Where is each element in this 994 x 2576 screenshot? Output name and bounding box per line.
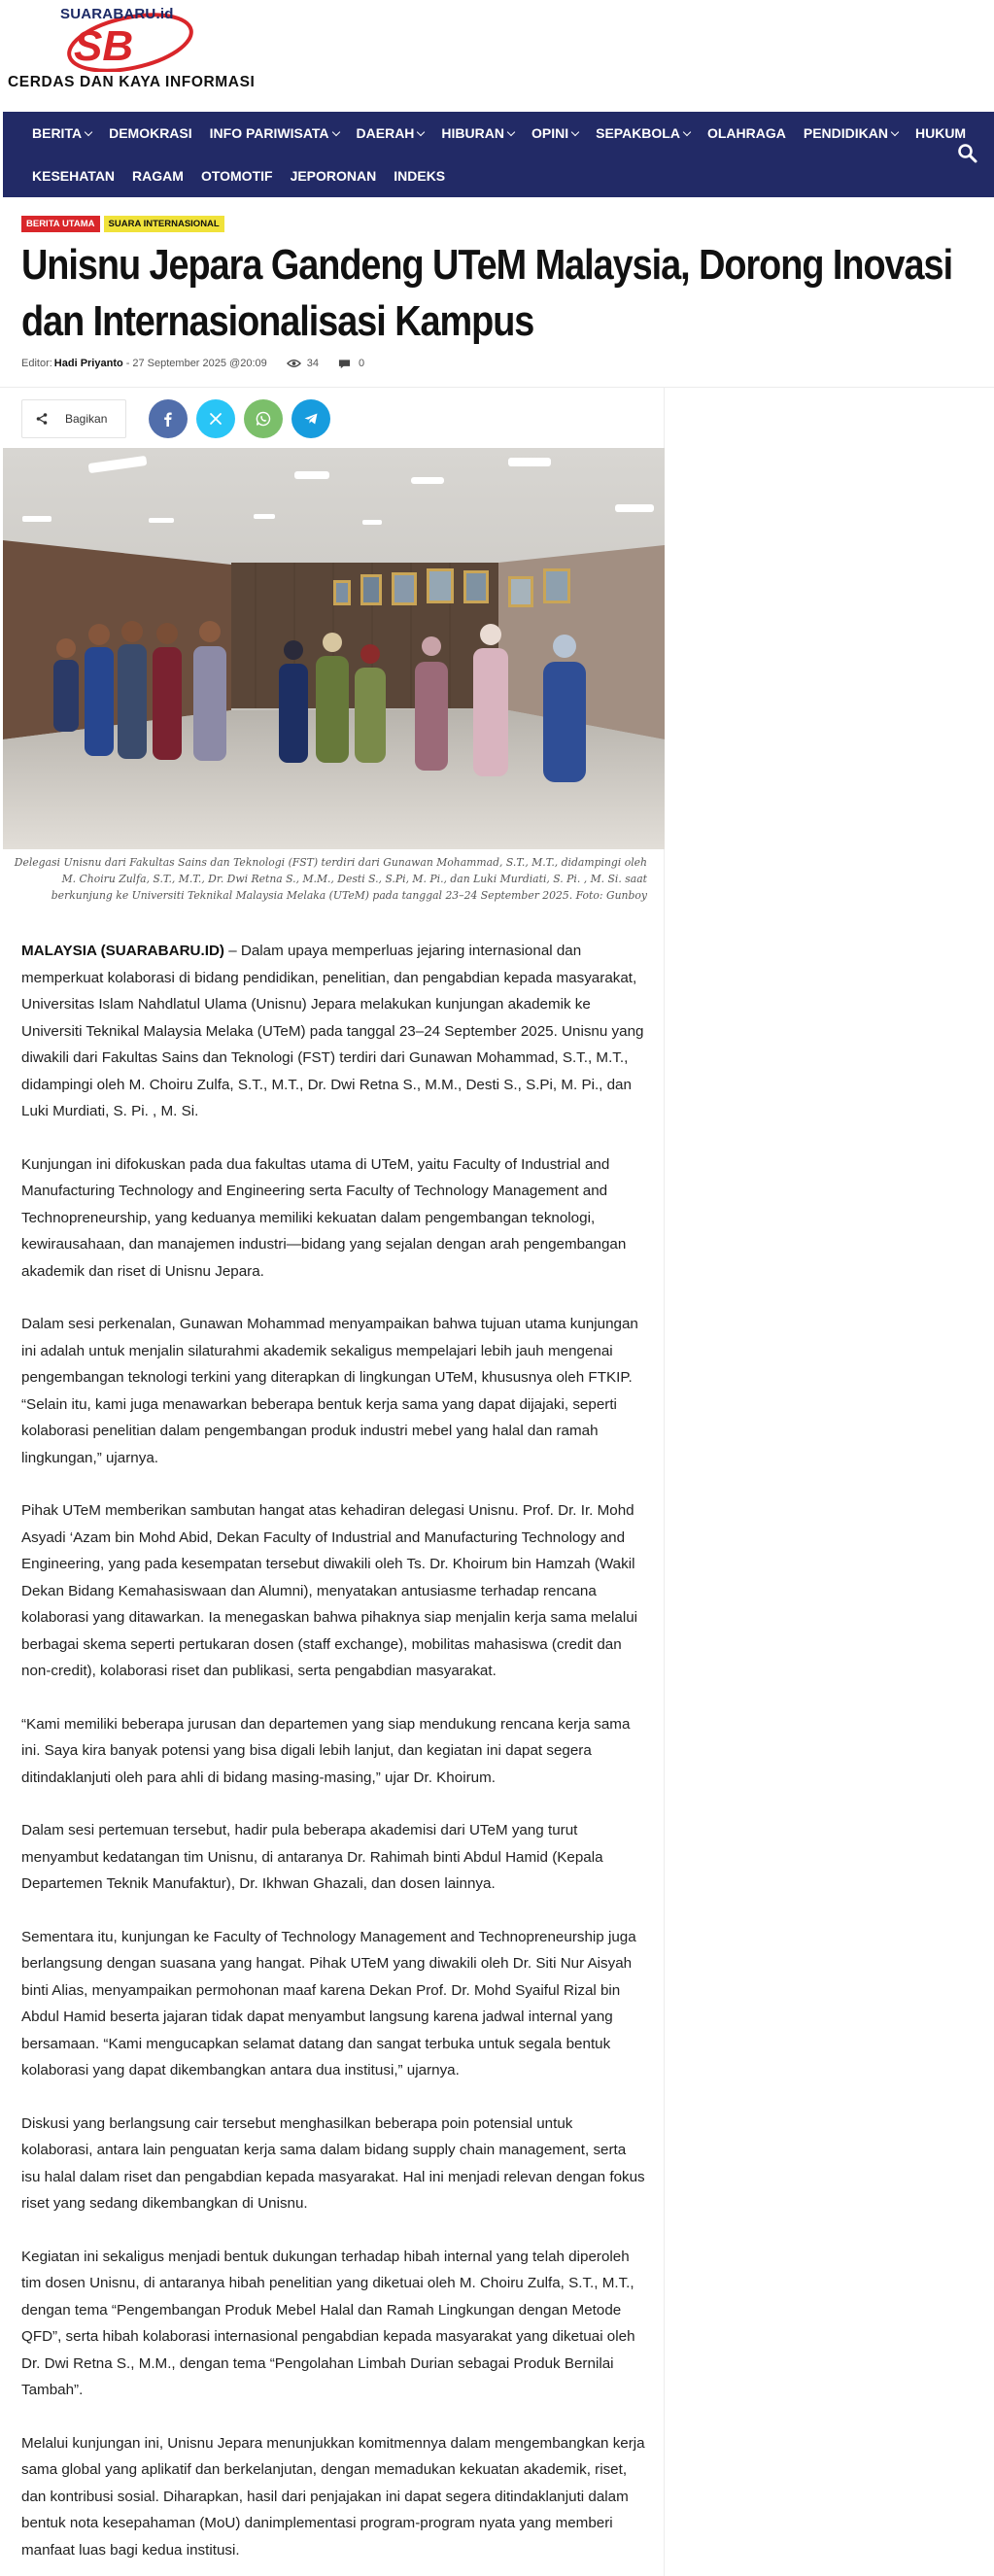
nav-item-sepakbola[interactable]: SEPAKBOLA	[596, 125, 690, 141]
share-x-button[interactable]	[196, 399, 235, 438]
eye-icon	[287, 359, 301, 368]
nav-item-demokrasi[interactable]: DEMOKRASI	[109, 125, 192, 141]
nav-item-info-pariwisata[interactable]: INFO PARIWISATA	[210, 125, 339, 141]
body-paragraph: Pihak UTeM memberikan sambutan hangat atas kehadiran delegasi Unisnu. Prof. Dr. Ir. Mohd Asyadi ‘Azam bin Mohd Abid, Dekan Faculty of Industrial and Manufacturing Technology and Engineering, yang pada kesempatan tersebut diwakili oleh Ts. Dr. Khoirum bin Hamzah (Wakil Dekan Bidang Kemahasiswaan dan Alumni), menyatakan antusiasme terhadap rencana kolaborasi yang ditawarkan. Ia menegaskan bahwa pihaknya siap menjalin kerja sama melalui berbagai skema seperti pertukaran dosen (staff exchange), mobilitas mahasiswa (credit dan non-credit), kolaborasi riset dan publikasi, serta pengabdian masyarakat.	[21, 1502, 638, 1679]
chevron-down-icon	[85, 127, 92, 135]
telegram-icon	[303, 411, 319, 427]
nav-item-jeporonan[interactable]: JEPORONAN	[290, 168, 377, 184]
body-paragraph: Kegiatan ini sekaligus menjadi bentuk dukungan terhadap hibah internal yang telah diperoleh tim dosen Unisnu, di antaranya hibah penelitian yang diketuai oleh M. Choiru Zulfa, S.T., M.T., dengan tema “Pengembangan Produk Mebel Halal dan Ramah Lingkungan dengan Metode QFD”, serta hibah kolaborasi internasional pengabdian kepada masyarakat yang diketuai oleh Dr. Dwi Retna S., M.M., dengan tema “Pengolahan Limbah Durian sebagai Produk Bernilai Tambah”.	[21, 2248, 635, 2398]
chevron-down-icon	[683, 127, 691, 135]
lead-paragraph	[21, 938, 648, 1125]
share-buttons	[149, 399, 339, 438]
nav-item-hiburan[interactable]: HIBURAN	[441, 125, 514, 141]
nav-item-ragam[interactable]: RAGAM	[132, 168, 184, 184]
share-label: Bagikan	[65, 412, 108, 426]
x-icon	[208, 411, 223, 427]
view-count	[287, 358, 319, 369]
nav-item-pendidikan[interactable]: PENDIDIKAN	[804, 125, 898, 141]
lead-text: – Dalam upaya memperluas jejaring internasional dan memperkuat kolaborasi di bidang pendidikan, penelitian, dan pengabdian kepada masyarakat, Universitas Islam Nahdlatul Ulama (Unisnu) Jepara melakukan kunjungan akademik ke Universiti Teknikal Malaysia Melaka (UTeM) pada tanggal 23–24 September 2025. Unisnu yang diwakili dari Fakultas Sains dan Teknologi (FST) terdiri dari Gunawan Mohammad, S.T., M.T., didampingi oleh M. Choiru Zulfa, S.T., M.T., Dr. Dwi Retna S., M.M., Desti S., S.Pi, M. Pi., dan Luki Murdiati, S. Pi. , M. Si.	[21, 943, 644, 1119]
body-paragraph: Melalui kunjungan ini, Unisnu Jepara menunjukkan komitmennya dalam mengembangkan kerja sama global yang aplikatif dan berkelanjutan, dengan memadukan kekuatan akademik, riset, dan kontribusi sosial. Diharapkan, hasil dari penjajakan ini dapat segera ditindaklanjuti dalam bentuk nota kesepahaman (MoU) danimplementasi program-program nyata yang memberi manfaat luas bagi kedua institusi.	[21, 2434, 645, 2559]
nav-item-kesehatan[interactable]: KESEHATAN	[32, 168, 116, 184]
nav-item-berita[interactable]: BERITA	[32, 125, 91, 141]
body-paragraph: Sementara itu, kunjungan ke Faculty of Technology Management and Technopreneurship juga berlangsung dengan suasana yang hangat. Pihak UTeM yang diwakili oleh Dr. Siti Nur Aisyah binti Alias, menyampaikan permohonan maaf karena Dekan Prof. Dr. Mohd Syaiful Rizal bin Abdul Hamid beserta jajaran tidak dapat menyambut langsung karena jadwal internal yang bersamaan. “Kami mengucapkan selamat datang dan sangat terbuka untuk segala bentuk kolaborasi yang dapat dikembangkan antara dua institusi,” ujarnya.	[21, 1928, 636, 2078]
nav-row-1	[32, 112, 983, 155]
nav-row-2	[32, 155, 463, 197]
nav-item-hukum[interactable]: HUKUM	[914, 125, 967, 141]
chevron-down-icon	[571, 127, 579, 135]
view-count-value: 34	[306, 358, 320, 369]
meta-separator: -	[125, 358, 130, 369]
body-paragraph: Dalam sesi pertemuan tersebut, hadir pula beberapa akademisi dari UTeM yang turut menyambut kedatangan tim Unisnu, di antaranya Dr. Rahimah binti Abdul Hamid (Kepala Departemen Teknik Manufaktur), Dr. Ikhwan Ghazali, dan dosen lainnya.	[21, 1822, 603, 1892]
nav-item-indeks[interactable]: INDEKS	[394, 168, 446, 184]
category-tag-suara-internasional[interactable]: SUARA INTERNASIONAL	[104, 216, 224, 232]
chevron-down-icon	[507, 127, 515, 135]
article-title: Unisnu Jepara Gandeng UTeM Malaysia, Dorong Inovasi dan Internasionalisasi Kampus	[21, 241, 953, 345]
dateline: MALAYSIA (SUARABARU.ID)	[21, 943, 224, 959]
share-label-button[interactable]	[21, 399, 126, 438]
body-paragraph: Diskusi yang berlangsung cair tersebut menghasilkan beberapa poin potensial untuk kolaborasi, antara lain penguatan kerja sama dalam bidang supply chain management, serta isu halal dalam riset dan pengabdian kepada masyarakat. Hal ini menjadi relevan dengan fokus riset yang sedang dikembangkan di Unisnu.	[21, 2114, 645, 2212]
article-meta	[21, 358, 364, 369]
body-paragraph: “Kami memiliki beberapa jurusan dan departemen yang siap mendukung rencana kerja sama ini. Saya kira banyak potensi yang bisa digali lebih lanjut, dan kegiatan ini dapat segera ditindaklanjuti oleh para ahli di bidang masing-masing,” ujar Dr. Khoirum.	[21, 1715, 631, 1786]
whatsapp-icon	[256, 411, 271, 427]
chevron-down-icon	[891, 127, 899, 135]
site-tagline: CERDAS DAN KAYA INFORMASI	[8, 74, 256, 90]
site-header	[0, 0, 994, 112]
category-tag-berita-utama[interactable]: BERITA UTAMA	[21, 216, 100, 232]
nav-item-daerah[interactable]: DAERAH	[357, 125, 425, 141]
category-tags	[21, 216, 228, 232]
chevron-down-icon	[331, 127, 339, 135]
share-facebook-button[interactable]	[149, 399, 188, 438]
comment-count[interactable]	[338, 358, 364, 369]
comment-icon	[338, 359, 351, 369]
publish-date: 27 September 2025 @20:09	[132, 358, 267, 369]
search-button[interactable]	[955, 141, 980, 166]
logo-letters: SB	[74, 22, 134, 70]
article-photo	[3, 448, 665, 849]
nav-item-olahraga[interactable]: OLAHRAGA	[706, 125, 786, 141]
nav-item-opini[interactable]: OPINI	[531, 125, 578, 141]
logo-site-name: SUARABARU.id	[60, 6, 174, 22]
author-link[interactable]: Hadi Priyanto	[53, 358, 123, 369]
body-paragraph: Kunjungan ini difokuskan pada dua fakultas utama di UTeM, yaitu Faculty of Industrial and Manufacturing Technology and Engineering serta Faculty of Technology Management and Technopreneurship, yang keduanya memiliki kekuatan dalam pengembangan teknologi, kewirausahaan, dan manajemen industri—bidang yang sejalan dengan arah pengembangan akademik dan riset di Unisnu Jepara.	[21, 1155, 627, 1280]
share-telegram-button[interactable]	[291, 399, 330, 438]
main-nav	[3, 112, 994, 197]
facebook-icon	[160, 411, 176, 427]
comment-count-value: 0	[359, 358, 365, 369]
article-body	[21, 938, 648, 2563]
chevron-down-icon	[417, 127, 425, 135]
editor-label: Editor:	[21, 358, 52, 369]
share-whatsapp-button[interactable]	[244, 399, 283, 438]
site-logo[interactable]	[4, 2, 266, 91]
body-paragraph: Dalam sesi perkenalan, Gunawan Mohammad menyampaikan bahwa tujuan utama kunjungan ini adalah untuk menjalin silaturahmi akademik sekaligus mempelajari lebih jauh mengenai pengembangan teknologi terkini yang diterapkan di lingkungan UTeM, khususnya oleh FTKIP. “Selain itu, kami juga menawarkan beberapa bentuk kerja sama yang dapat dijajaki, seperti kolaborasi penelitian dalam pengembangan produk industri mebel yang halal dan ramah lingkungan,” ujarnya.	[21, 1316, 638, 1466]
header-divider	[0, 387, 994, 388]
nav-item-otomotif[interactable]: OTOMOTIF	[200, 168, 273, 184]
search-icon	[955, 141, 980, 166]
group-photo-image	[3, 448, 665, 849]
photo-caption: Delegasi Unisnu dari Fakultas Sains dan Teknologi (FST) terdiri dari Gunawan Mohammad, S.T., M.T., didampingi oleh M. Choiru Zulfa, S.T., M.T., Dr. Dwi Retna S., M.M., Desti S., S.Pi, M. Pi., dan Luki Murdiati, S. Pi. , M. Si. saat berkunjung ke Universiti Teknikal Malaysia Melaka (UTeM) pada tanggal 23–24 September 2025. Foto: Gunboy	[14, 856, 647, 902]
share-icon	[36, 413, 48, 425]
